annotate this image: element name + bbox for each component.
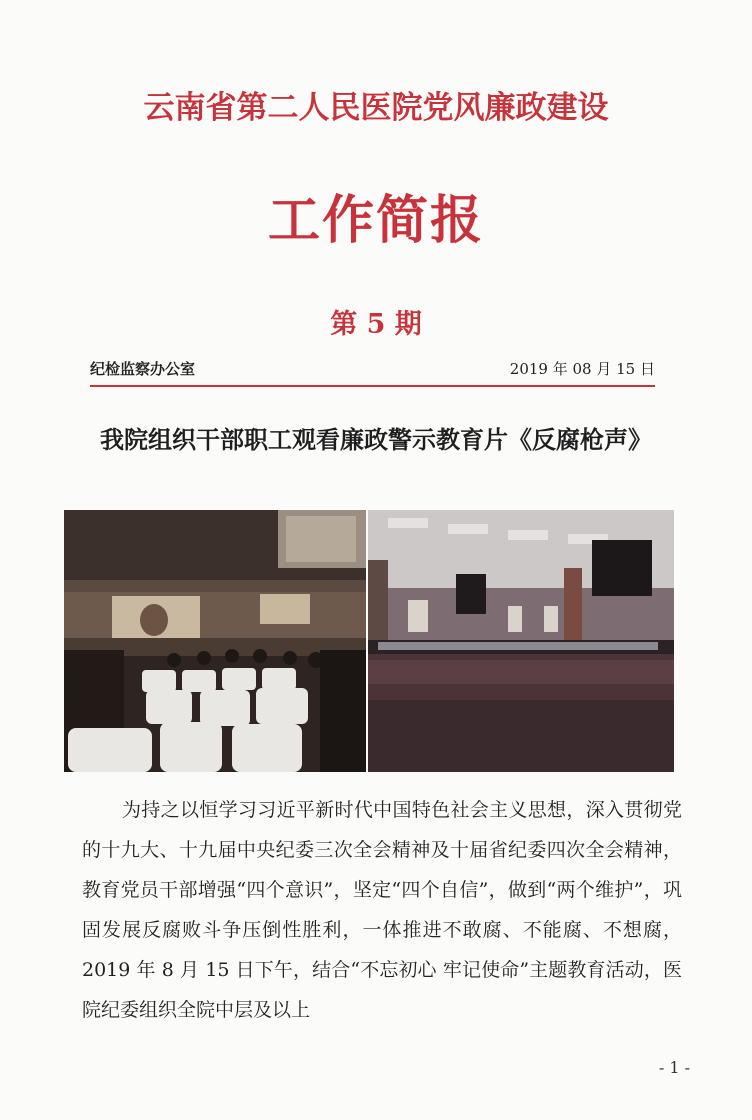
photo-auditorium-screening	[64, 510, 366, 772]
issue-number: 第 5 期	[330, 309, 422, 340]
page-number: - 1 -	[658, 1058, 690, 1077]
article-title: 我院组织干部职工观看廉政警示教育片《反腐枪声》	[100, 425, 652, 454]
issuing-office: 纪检监察办公室	[90, 360, 196, 378]
red-divider	[90, 385, 655, 387]
photo-audience-hall	[368, 510, 674, 772]
issue-date: 2019 年 08 月 15 日	[509, 360, 655, 378]
article-paragraph: 为持之以恒学习习近平新时代中国特色社会主义思想，深入贯彻党的十九大、十九届中央纪委三次全会精神及十届省纪委四次全会精神，教育党员干部增强“四个意识”，坚定“四个自信”，做到“两个维护”，巩固发展反腐败斗争压倒性胜利，一体推进不敢腐、不能腐、不想腐，2019 年 8 月 15 日下午，结合“不忘初心 牢记使命”主题教育活动，医院纪委组织全院中层及以上	[82, 799, 682, 1021]
bulletin-title: 工作简报	[267, 190, 484, 251]
photo-strip	[64, 510, 674, 772]
organization-title: 云南省第二人民医院党风廉政建设	[143, 90, 609, 126]
article-body	[82, 790, 682, 1030]
